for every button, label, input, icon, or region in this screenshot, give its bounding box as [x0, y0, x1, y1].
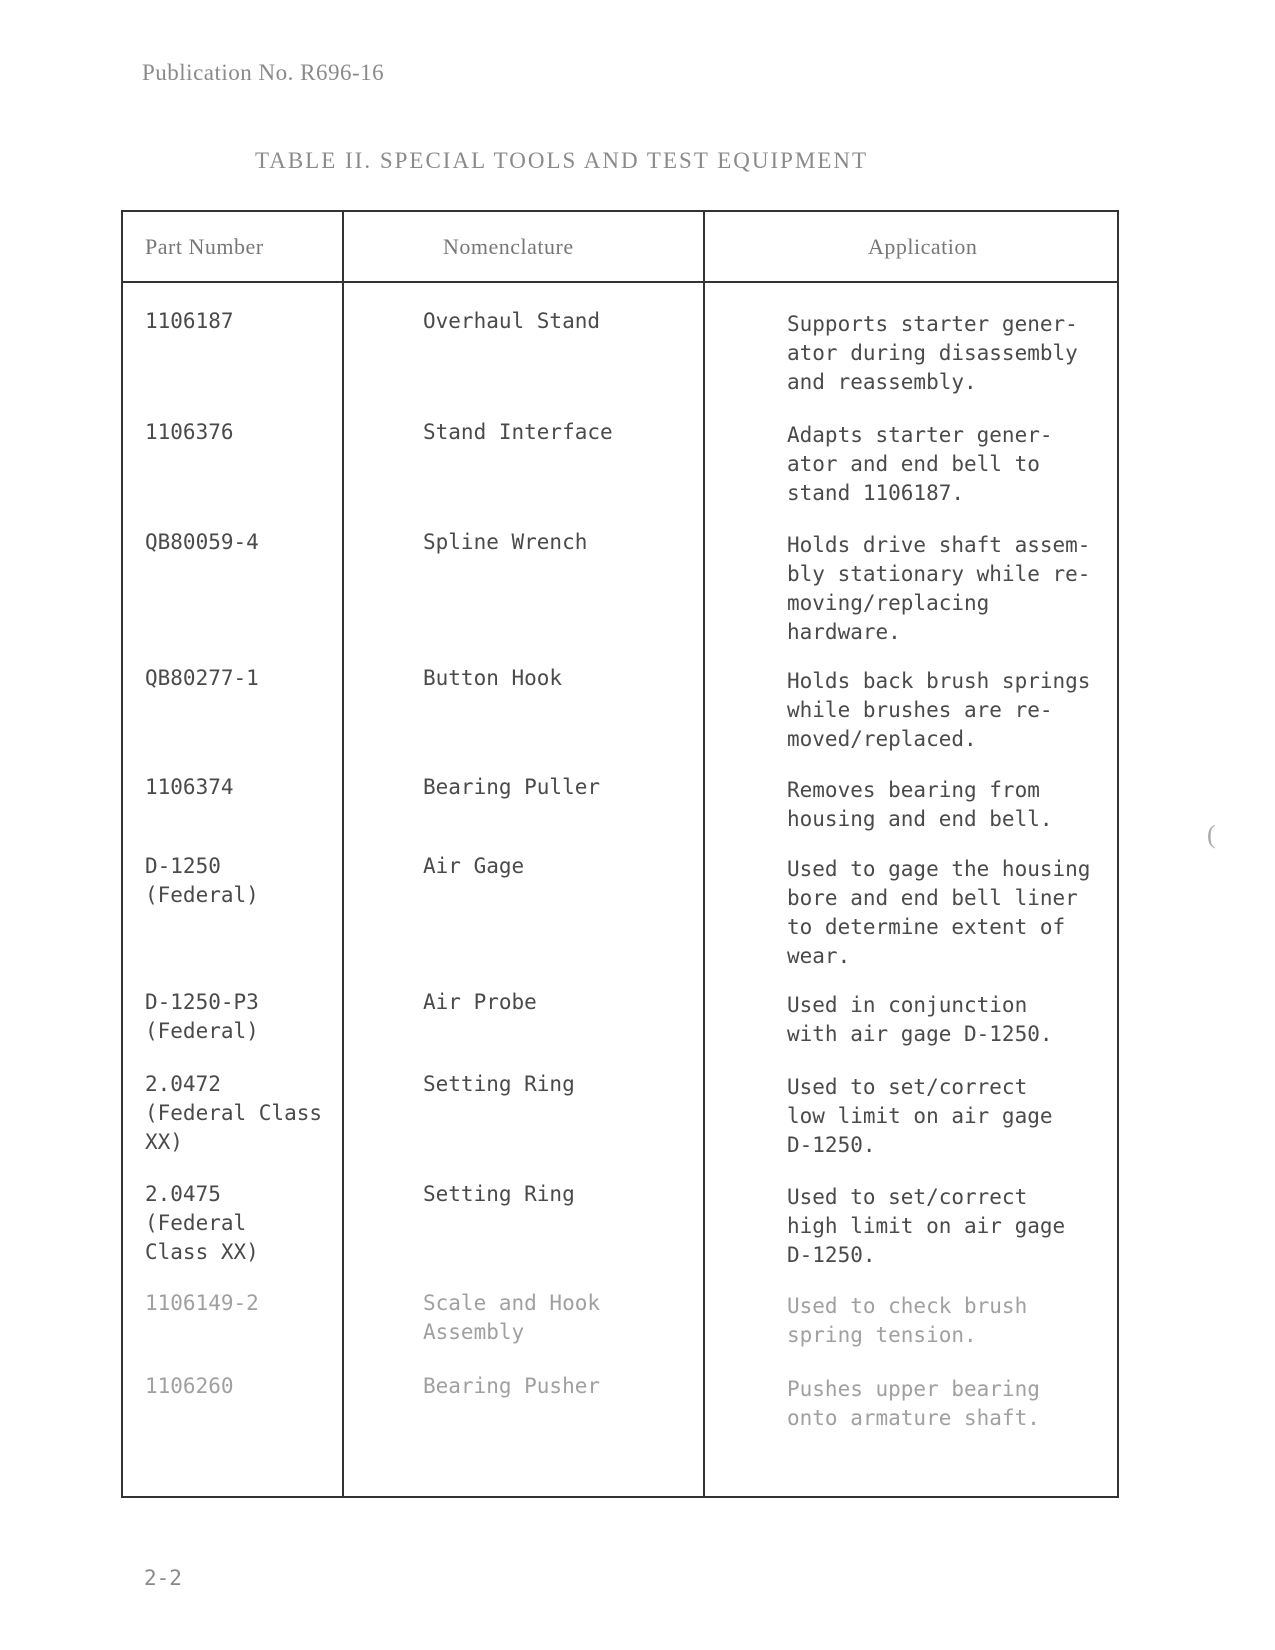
application-cell: Supports starter gener- ator during disassembly and reassembly.	[787, 312, 1078, 394]
column-divider	[342, 212, 344, 1496]
part-number-cell: 2.0472 (Federal Class XX)	[145, 1072, 323, 1154]
application-cell: Pushes upper bearing onto armature shaft.	[787, 1377, 1040, 1430]
nomenclature-cell: Setting Ring	[423, 1182, 575, 1206]
application-cell: Used to set/correct high limit on air gage D-1250.	[787, 1185, 1066, 1267]
part-number-cell: QB80059-4	[145, 530, 259, 554]
table-title: TABLE II. SPECIAL TOOLS AND TEST EQUIPMENT	[255, 148, 869, 173]
nomenclature-cell: Button Hook	[423, 666, 563, 690]
nomenclature-cell: Spline Wrench	[423, 530, 588, 554]
special-tools-table	[121, 210, 1119, 1498]
part-number-cell: 1106149-2	[145, 1291, 259, 1315]
nomenclature-cell: Overhaul Stand	[423, 309, 601, 333]
nomenclature-cell: Air Probe	[423, 990, 537, 1014]
application-cell: Adapts starter gener- ator and end bell to stand 1106187.	[787, 423, 1053, 505]
part-number-cell: 1106376	[145, 420, 234, 444]
margin-mark: (	[1207, 820, 1216, 849]
application-cell: Used to check brush spring tension.	[787, 1294, 1028, 1347]
part-number-cell: QB80277-1	[145, 666, 259, 690]
application-cell: Holds drive shaft assem- bly stationary while re- moving/replacing hardware.	[787, 533, 1091, 644]
column-header-application: Application	[868, 234, 978, 259]
page-number: 2-2	[144, 1566, 182, 1590]
part-number-cell: 2.0475 (Federal Class XX)	[145, 1182, 259, 1264]
nomenclature-cell: Bearing Pusher	[423, 1374, 601, 1398]
application-cell: Used to gage the housing bore and end bell liner to determine extent of wear.	[787, 857, 1091, 968]
column-header-nomenclature: Nomenclature	[443, 234, 574, 259]
nomenclature-cell: Stand Interface	[423, 420, 613, 444]
part-number-cell: 1106187	[145, 309, 234, 333]
part-number-cell: 1106374	[145, 775, 234, 799]
part-number-cell: D-1250-P3 (Federal)	[145, 990, 259, 1043]
nomenclature-cell: Air Gage	[423, 854, 525, 878]
publication-number: Publication No. R696-16	[142, 60, 385, 85]
application-cell: Removes bearing from housing and end bell.	[787, 778, 1053, 831]
application-cell: Holds back brush springs while brushes are re- moved/replaced.	[787, 669, 1091, 751]
header-divider	[123, 281, 1117, 283]
nomenclature-cell: Bearing Puller	[423, 775, 601, 799]
application-cell: Used to set/correct low limit on air gage D-1250.	[787, 1075, 1053, 1157]
column-divider	[703, 212, 705, 1496]
nomenclature-cell: Setting Ring	[423, 1072, 575, 1096]
column-header-part-number: Part Number	[145, 234, 264, 259]
part-number-cell: 1106260	[145, 1374, 234, 1398]
nomenclature-cell: Scale and Hook Assembly	[423, 1291, 601, 1344]
application-cell: Used in conjunction with air gage D-1250.	[787, 993, 1053, 1046]
part-number-cell: D-1250 (Federal)	[145, 854, 259, 907]
